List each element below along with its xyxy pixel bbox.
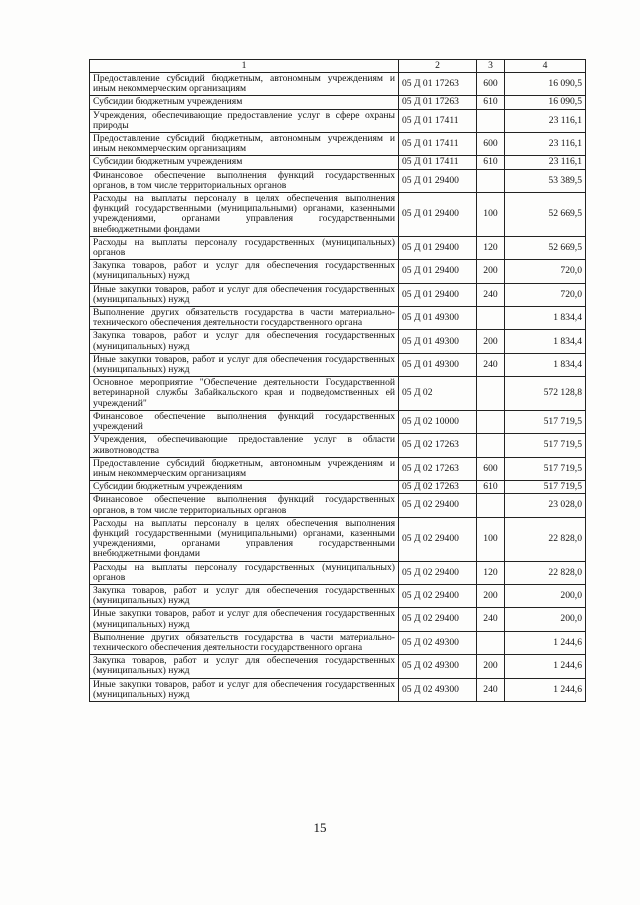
budget-table — [89, 59, 586, 702]
row-expense-type-cell — [477, 410, 505, 433]
row-code-cell: 05 Д 01 49300 — [399, 353, 477, 376]
row-code-cell: 05 Д 01 29400 — [399, 260, 477, 283]
row-amount-cell: 1 244,6 — [505, 631, 586, 654]
row-code-cell: 05 Д 02 17263 — [399, 457, 477, 480]
row-expense-type-cell — [477, 109, 505, 132]
column-header-name: 1 — [90, 60, 399, 73]
row-code-cell: 05 Д 02 17263 — [399, 481, 477, 494]
table-row — [90, 434, 586, 457]
row-code-cell: 05 Д 01 29400 — [399, 236, 477, 259]
row-code-cell: 05 Д 01 29400 — [399, 193, 477, 237]
row-amount-cell: 517 719,5 — [505, 410, 586, 433]
row-name-cell: Субсидии бюджетным учреждениям — [90, 156, 399, 169]
row-amount-cell: 23 116,1 — [505, 156, 586, 169]
row-amount-cell: 517 719,5 — [505, 434, 586, 457]
row-amount-cell: 22 828,0 — [505, 517, 586, 561]
row-amount-cell: 1 834,4 — [505, 353, 586, 376]
row-expense-type-cell: 240 — [477, 608, 505, 631]
row-name-cell: Финансовое обеспечение выполнения функций государственных органов, в том числе территориальных органов — [90, 494, 399, 517]
row-expense-type-cell — [477, 377, 505, 411]
row-code-cell: 05 Д 01 17263 — [399, 96, 477, 109]
row-expense-type-cell: 200 — [477, 655, 505, 678]
row-expense-type-cell — [477, 631, 505, 654]
row-code-cell: 05 Д 01 49300 — [399, 307, 477, 330]
table-row — [90, 96, 586, 109]
row-code-cell: 05 Д 02 49300 — [399, 631, 477, 654]
table-row — [90, 330, 586, 353]
row-expense-type-cell: 200 — [477, 260, 505, 283]
row-name-cell: Учреждения, обеспечивающие предоставление услуг в сфере охраны природы — [90, 109, 399, 132]
table-row — [90, 517, 586, 561]
row-code-cell: 05 Д 01 17263 — [399, 73, 477, 96]
row-amount-cell: 1 244,6 — [505, 678, 586, 701]
column-header-amount: 4 — [505, 60, 586, 73]
table-row — [90, 584, 586, 607]
table-row — [90, 353, 586, 376]
table-row — [90, 260, 586, 283]
row-expense-type-cell: 200 — [477, 330, 505, 353]
row-expense-type-cell: 610 — [477, 156, 505, 169]
row-expense-type-cell: 240 — [477, 353, 505, 376]
row-amount-cell: 52 669,5 — [505, 236, 586, 259]
table-row — [90, 608, 586, 631]
row-amount-cell: 23 116,1 — [505, 109, 586, 132]
row-code-cell: 05 Д 02 — [399, 377, 477, 411]
row-amount-cell: 720,0 — [505, 283, 586, 306]
row-expense-type-cell: 600 — [477, 133, 505, 156]
table-row — [90, 655, 586, 678]
row-amount-cell: 16 090,5 — [505, 73, 586, 96]
row-expense-type-cell: 120 — [477, 236, 505, 259]
row-expense-type-cell — [477, 434, 505, 457]
row-amount-cell: 517 719,5 — [505, 457, 586, 480]
row-name-cell: Выполнение других обязательств государства в части материально-технического обеспечения деятельности государственного органа — [90, 631, 399, 654]
row-code-cell: 05 Д 02 29400 — [399, 584, 477, 607]
table-row — [90, 377, 586, 411]
row-amount-cell: 23 116,1 — [505, 133, 586, 156]
table-row — [90, 457, 586, 480]
table-row — [90, 631, 586, 654]
row-amount-cell: 23 028,0 — [505, 494, 586, 517]
row-amount-cell: 53 389,5 — [505, 169, 586, 192]
row-amount-cell: 517 719,5 — [505, 481, 586, 494]
row-name-cell: Иные закупки товаров, работ и услуг для обеспечения государственных (муниципальных) нужд — [90, 678, 399, 701]
row-name-cell: Выполнение других обязательств государства в части материально-технического обеспечения деятельности государственного органа — [90, 307, 399, 330]
table-body — [90, 73, 586, 702]
row-name-cell: Финансовое обеспечение выполнения функций государственных учреждений — [90, 410, 399, 433]
row-amount-cell: 22 828,0 — [505, 561, 586, 584]
table-row — [90, 494, 586, 517]
row-expense-type-cell: 610 — [477, 481, 505, 494]
row-code-cell: 05 Д 02 17263 — [399, 434, 477, 457]
table-row — [90, 156, 586, 169]
table-row — [90, 481, 586, 494]
table-row — [90, 133, 586, 156]
row-name-cell: Учреждения, обеспечивающие предоставление услуг в области животноводства — [90, 434, 399, 457]
row-name-cell: Субсидии бюджетным учреждениям — [90, 96, 399, 109]
page-number: 15 — [313, 820, 327, 835]
row-expense-type-cell: 200 — [477, 584, 505, 607]
row-code-cell: 05 Д 02 29400 — [399, 561, 477, 584]
table-row — [90, 236, 586, 259]
row-name-cell: Иные закупки товаров, работ и услуг для обеспечения государственных (муниципальных) нужд — [90, 283, 399, 306]
table-row — [90, 109, 586, 132]
row-amount-cell: 720,0 — [505, 260, 586, 283]
column-header-code: 2 — [399, 60, 477, 73]
row-code-cell: 05 Д 01 49300 — [399, 330, 477, 353]
row-code-cell: 05 Д 01 17411 — [399, 109, 477, 132]
row-amount-cell: 1 834,4 — [505, 307, 586, 330]
row-amount-cell: 16 090,5 — [505, 96, 586, 109]
row-name-cell: Закупка товаров, работ и услуг для обеспечения государственных (муниципальных) нужд — [90, 260, 399, 283]
row-expense-type-cell: 240 — [477, 283, 505, 306]
row-name-cell: Иные закупки товаров, работ и услуг для обеспечения государственных (муниципальных) нужд — [90, 608, 399, 631]
row-name-cell: Субсидии бюджетным учреждениям — [90, 481, 399, 494]
row-name-cell: Основное мероприятие "Обеспечение деятельности Государственной ветеринарной службы Забайкальского края и подведомственных ей учреждений" — [90, 377, 399, 411]
row-code-cell: 05 Д 02 29400 — [399, 494, 477, 517]
row-code-cell: 05 Д 02 29400 — [399, 608, 477, 631]
row-name-cell: Расходы на выплаты персоналу в целях обеспечения выполнения функций государственными (муниципальными) органами, казенными учреждениями, органами управления государственными внебюджетными фондами — [90, 517, 399, 561]
table-row — [90, 73, 586, 96]
row-name-cell: Расходы на выплаты персоналу в целях обеспечения выполнения функций государственными (муниципальными) органами, казенными учреждениями, органами управления государственными внебюджетными фондами — [90, 193, 399, 237]
row-expense-type-cell: 100 — [477, 193, 505, 237]
row-name-cell: Закупка товаров, работ и услуг для обеспечения государственных (муниципальных) нужд — [90, 584, 399, 607]
row-expense-type-cell: 600 — [477, 457, 505, 480]
row-expense-type-cell: 610 — [477, 96, 505, 109]
row-code-cell: 05 Д 01 29400 — [399, 283, 477, 306]
table-row — [90, 169, 586, 192]
row-code-cell: 05 Д 02 29400 — [399, 517, 477, 561]
row-name-cell: Расходы на выплаты персоналу государственных (муниципальных) органов — [90, 561, 399, 584]
row-amount-cell: 200,0 — [505, 584, 586, 607]
column-header-vr: 3 — [477, 60, 505, 73]
table-header — [90, 60, 586, 73]
row-name-cell: Предоставление субсидий бюджетным, автономным учреждениям и иным некоммерческим организациям — [90, 457, 399, 480]
row-expense-type-cell — [477, 494, 505, 517]
row-name-cell: Расходы на выплаты персоналу государственных (муниципальных) органов — [90, 236, 399, 259]
table-row — [90, 410, 586, 433]
row-expense-type-cell: 100 — [477, 517, 505, 561]
row-amount-cell: 200,0 — [505, 608, 586, 631]
row-expense-type-cell — [477, 169, 505, 192]
row-name-cell: Предоставление субсидий бюджетным, автономным учреждениям и иным некоммерческим организациям — [90, 73, 399, 96]
row-code-cell: 05 Д 01 29400 — [399, 169, 477, 192]
table-row — [90, 283, 586, 306]
row-code-cell: 05 Д 02 10000 — [399, 410, 477, 433]
row-name-cell: Финансовое обеспечение выполнения функций государственных органов, в том числе территориальных органов — [90, 169, 399, 192]
row-amount-cell: 52 669,5 — [505, 193, 586, 237]
row-code-cell: 05 Д 02 49300 — [399, 655, 477, 678]
table-row — [90, 561, 586, 584]
row-expense-type-cell: 240 — [477, 678, 505, 701]
row-amount-cell: 1 244,6 — [505, 655, 586, 678]
header-row — [90, 60, 586, 73]
row-expense-type-cell — [477, 307, 505, 330]
row-amount-cell: 572 128,8 — [505, 377, 586, 411]
table-row — [90, 307, 586, 330]
row-amount-cell: 1 834,4 — [505, 330, 586, 353]
row-name-cell: Предоставление субсидий бюджетным, автономным учреждениям и иным некоммерческим организациям — [90, 133, 399, 156]
row-code-cell: 05 Д 02 49300 — [399, 678, 477, 701]
row-expense-type-cell: 600 — [477, 73, 505, 96]
row-code-cell: 05 Д 01 17411 — [399, 156, 477, 169]
row-name-cell: Закупка товаров, работ и услуг для обеспечения государственных (муниципальных) нужд — [90, 330, 399, 353]
row-name-cell: Иные закупки товаров, работ и услуг для обеспечения государственных (муниципальных) нужд — [90, 353, 399, 376]
row-expense-type-cell: 120 — [477, 561, 505, 584]
row-name-cell: Закупка товаров, работ и услуг для обеспечения государственных (муниципальных) нужд — [90, 655, 399, 678]
table-row — [90, 193, 586, 237]
table-row — [90, 678, 586, 701]
row-code-cell: 05 Д 01 17411 — [399, 133, 477, 156]
